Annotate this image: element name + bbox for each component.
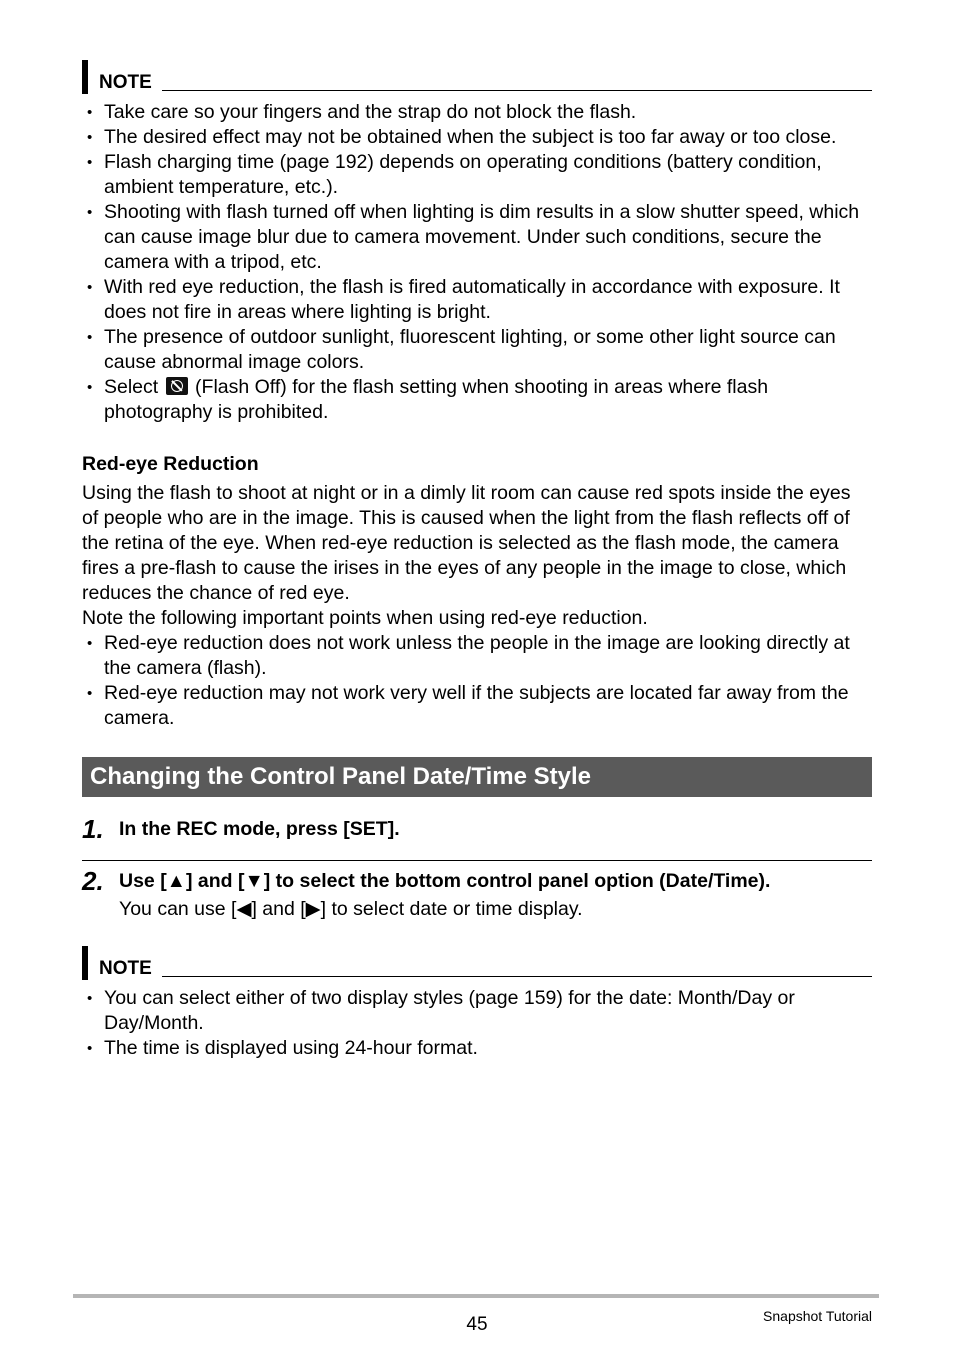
redeye-body: Using the flash to shoot at night or in a dimly lit room can cause red spots inside the eyes of people who are in the image. This is caused when the light from the flash reflects off of the retina of the eye. When red-eye reduction is selected as the flash mode, the camera fires a pre-flash to cause the irises in the eyes of any people in the image to close, which reduces the chance of red eye. — [82, 482, 851, 604]
redeye-list — [82, 631, 872, 731]
list-item: • The presence of outdoor sunlight, fluorescent lighting, or some other light source can cause abnormal image colors. — [82, 325, 872, 375]
step-2 — [82, 867, 872, 922]
list-item: • With red eye reduction, the flash is fired automatically in accordance with exposure. It does not fire in areas where lighting is bright. — [82, 275, 872, 325]
footer-section-label: Snapshot Tutorial — [763, 1308, 872, 1324]
step-subtext: You can use [◀] and [▶] to select date or time display. — [119, 898, 583, 920]
section-heading: Changing the Control Panel Date/Time Style — [82, 757, 872, 797]
step-divider — [82, 860, 872, 861]
step-1 — [82, 815, 872, 842]
list-item-select-flash-off — [82, 375, 872, 425]
note-bar — [82, 60, 88, 94]
list-item: • The desired effect may not be obtained when the subject is too far away or too close. — [82, 125, 872, 150]
redeye-intro: Note the following important points when using red-eye reduction. — [82, 607, 648, 629]
redeye-heading: Red-eye Reduction — [82, 453, 259, 475]
note-list — [82, 100, 872, 425]
page-number: 45 — [466, 1314, 488, 1335]
note-rule — [162, 976, 872, 977]
list-item: • Red-eye reduction may not work very well if the subjects are located far away from the camera. — [82, 681, 872, 731]
note-header — [82, 946, 872, 979]
list-item: • Take care so your fingers and the strap do not block the flash. — [82, 100, 872, 125]
list-item: • You can select either of two display styles (page 159) for the date: Month/Day or Day/Month. — [82, 986, 872, 1036]
note-label: NOTE — [99, 72, 152, 93]
note-label: NOTE — [99, 958, 152, 979]
note-bar — [82, 946, 88, 980]
step-text: Use [▲] and [▼] to select the bottom control panel option (Date/Time). — [119, 870, 771, 892]
flash-off-icon — [166, 377, 188, 395]
note-rule — [162, 90, 872, 91]
step-number: 2. — [82, 866, 104, 896]
page-content — [82, 0, 872, 1061]
step-number: 1. — [82, 814, 104, 844]
list-item: • Red-eye reduction does not work unless the people in the image are looking directly at the camera (flash). — [82, 631, 872, 681]
select-text: Select — [104, 376, 159, 398]
list-item: • Flash charging time (page 192) depends on operating conditions (battery condition, ambient temperature, etc.). — [82, 150, 872, 200]
footer-rule — [73, 1294, 879, 1298]
note-header — [82, 60, 872, 93]
step-text: In the REC mode, press [SET]. — [119, 818, 400, 840]
flash-off-text: (Flash Off) for the flash setting when shooting in areas where flash photography is prohibited. — [104, 376, 769, 423]
list-item: • The time is displayed using 24-hour format. — [82, 1036, 872, 1061]
list-item: • Shooting with flash turned off when lighting is dim results in a slow shutter speed, which can cause image blur due to camera movement. Under such conditions, secure the camera with a tripod, etc. — [82, 200, 872, 275]
note-list — [82, 986, 872, 1061]
